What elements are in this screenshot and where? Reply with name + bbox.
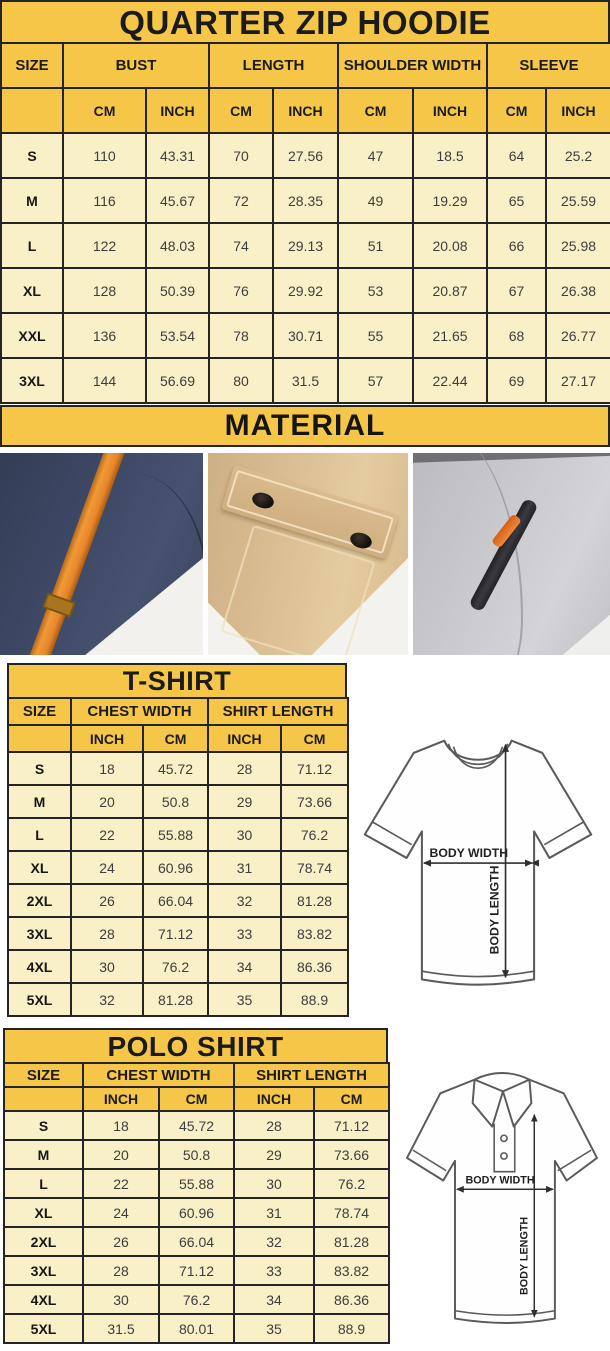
- body-length-label: BODY LENGTH: [487, 865, 502, 955]
- measurement-value-cell: 136: [63, 313, 146, 358]
- measurement-value-cell: 43.31: [146, 133, 209, 178]
- measurement-value-cell: 45.72: [159, 1111, 234, 1140]
- measurement-value-cell: 55: [338, 313, 413, 358]
- size-row-XL: [4, 1198, 389, 1227]
- measurement-value-cell: 48.03: [146, 223, 209, 268]
- measurement-value-cell: 70: [209, 133, 273, 178]
- measurement-value-cell: 45.67: [146, 178, 209, 223]
- measure-group-header: SHIRT LENGTH: [234, 1063, 389, 1087]
- measurement-value-cell: 28: [234, 1111, 314, 1140]
- size-label-cell: 5XL: [4, 1314, 83, 1343]
- measurement-value-cell: 30: [71, 950, 143, 983]
- size-row-XL: [8, 851, 348, 884]
- size-label-cell: S: [4, 1111, 83, 1140]
- measurement-value-cell: 30: [234, 1169, 314, 1198]
- measurement-value-cell: 34: [208, 950, 281, 983]
- measurement-value-cell: 29: [208, 785, 281, 818]
- measurement-value-cell: 88.9: [281, 983, 348, 1016]
- measurement-value-cell: 71.12: [314, 1111, 389, 1140]
- size-label-cell: 4XL: [8, 950, 71, 983]
- size-column-header: SIZE: [8, 698, 71, 725]
- size-row-L: [8, 818, 348, 851]
- tshirt-measurement-diagram: [350, 708, 606, 1014]
- polo-size-table: [3, 1062, 390, 1344]
- measurement-value-cell: 116: [63, 178, 146, 223]
- measurement-value-cell: 78: [209, 313, 273, 358]
- measurement-value-cell: 76: [209, 268, 273, 313]
- measurement-value-cell: 30: [208, 818, 281, 851]
- measurement-value-cell: 110: [63, 133, 146, 178]
- measurement-value-cell: 81.28: [143, 983, 208, 1016]
- unit-header: INCH: [273, 88, 338, 133]
- measurement-value-cell: 47: [338, 133, 413, 178]
- unit-header: INCH: [71, 725, 143, 752]
- unit-header: INCH: [234, 1087, 314, 1111]
- measurement-value-cell: 28.35: [273, 178, 338, 223]
- size-label-cell: 2XL: [8, 884, 71, 917]
- measurement-value-cell: 53: [338, 268, 413, 313]
- measurement-value-cell: 76.2: [281, 818, 348, 851]
- measurement-value-cell: 28: [208, 752, 281, 785]
- size-label-cell: M: [1, 178, 63, 223]
- measure-group-header: SHOULDER WIDTH: [338, 43, 487, 88]
- polo-measurement-diagram: [397, 1062, 607, 1346]
- measurement-value-cell: 20.08: [413, 223, 487, 268]
- measurement-value-cell: 22: [71, 818, 143, 851]
- measurement-value-cell: 80.01: [159, 1314, 234, 1343]
- measure-group-header: SHIRT LENGTH: [208, 698, 348, 725]
- measurement-value-cell: 86.36: [281, 950, 348, 983]
- measurement-value-cell: 50.8: [143, 785, 208, 818]
- measurement-value-cell: 122: [63, 223, 146, 268]
- measurement-value-cell: 66.04: [159, 1227, 234, 1256]
- measurement-value-cell: 26.77: [546, 313, 610, 358]
- measurement-value-cell: 128: [63, 268, 146, 313]
- size-row-M: [8, 785, 348, 818]
- measurement-value-cell: 55.88: [143, 818, 208, 851]
- column-group-header-row: [8, 698, 348, 725]
- size-label-cell: S: [1, 133, 63, 178]
- measurement-value-cell: 57: [338, 358, 413, 403]
- size-row-4XL: [8, 950, 348, 983]
- measurement-value-cell: 26.38: [546, 268, 610, 313]
- unit-header-row: [1, 88, 610, 133]
- measurement-value-cell: 67: [487, 268, 546, 313]
- measurement-value-cell: 68: [487, 313, 546, 358]
- size-row-5XL: [4, 1314, 389, 1343]
- size-label-cell: XXL: [1, 313, 63, 358]
- size-label-cell: 5XL: [8, 983, 71, 1016]
- measurement-value-cell: 26: [71, 884, 143, 917]
- body-width-label: BODY WIDTH: [429, 845, 509, 860]
- measurement-value-cell: 31.5: [273, 358, 338, 403]
- size-label-cell: 2XL: [4, 1227, 83, 1256]
- measure-group-header: CHEST WIDTH: [71, 698, 208, 725]
- measurement-value-cell: 144: [63, 358, 146, 403]
- measurement-value-cell: 24: [83, 1198, 159, 1227]
- unit-header: CM: [209, 88, 273, 133]
- measure-group-header: SLEEVE: [487, 43, 610, 88]
- measurement-value-cell: 81.28: [314, 1227, 389, 1256]
- unit-header: INCH: [146, 88, 209, 133]
- measurement-value-cell: 18: [71, 752, 143, 785]
- unit-header: CM: [281, 725, 348, 752]
- measurement-value-cell: 33: [208, 917, 281, 950]
- measurement-value-cell: 49: [338, 178, 413, 223]
- measurement-value-cell: 30: [83, 1285, 159, 1314]
- measurement-value-cell: 34: [234, 1285, 314, 1314]
- measurement-value-cell: 60.96: [143, 851, 208, 884]
- measurement-value-cell: 45.72: [143, 752, 208, 785]
- size-row-S: [8, 752, 348, 785]
- polo-size-chart: [3, 1028, 388, 1344]
- body-width-label: BODY WIDTH: [465, 1174, 535, 1187]
- unit-header: INCH: [83, 1087, 159, 1111]
- measurement-value-cell: 78.74: [314, 1198, 389, 1227]
- size-row-L: [1, 223, 610, 268]
- measurement-value-cell: 27.17: [546, 358, 610, 403]
- measure-group-header: BUST: [63, 43, 209, 88]
- hoodie-size-chart: [0, 0, 610, 404]
- tshirt-size-chart: [7, 663, 347, 1017]
- size-row-3XL: [4, 1256, 389, 1285]
- khaki-snap-flap-pocket-photo: [208, 453, 408, 655]
- size-row-2XL: [4, 1227, 389, 1256]
- measurement-value-cell: 73.66: [281, 785, 348, 818]
- measurement-value-cell: 22.44: [413, 358, 487, 403]
- column-group-header-row: [4, 1063, 389, 1087]
- size-row-M: [1, 178, 610, 223]
- measurement-value-cell: 69: [487, 358, 546, 403]
- unit-header: CM: [63, 88, 146, 133]
- unit-header: CM: [143, 725, 208, 752]
- measure-group-header: CHEST WIDTH: [83, 1063, 234, 1087]
- measurement-value-cell: 35: [234, 1314, 314, 1343]
- size-row-4XL: [4, 1285, 389, 1314]
- material-photo-strip: [0, 453, 610, 655]
- unit-header: INCH: [413, 88, 487, 133]
- size-label-cell: 4XL: [4, 1285, 83, 1314]
- measurement-value-cell: 32: [71, 983, 143, 1016]
- measurement-value-cell: 72: [209, 178, 273, 223]
- measurement-value-cell: 35: [208, 983, 281, 1016]
- tshirt-table-title: T-SHIRT: [7, 663, 347, 699]
- measurement-value-cell: 22: [83, 1169, 159, 1198]
- tshirt-size-table: [7, 697, 349, 1017]
- size-row-2XL: [8, 884, 348, 917]
- measurement-value-cell: 24: [71, 851, 143, 884]
- measurement-value-cell: 66.04: [143, 884, 208, 917]
- unit-header: INCH: [208, 725, 281, 752]
- empty-header-cell: [4, 1087, 83, 1111]
- measurement-value-cell: 28: [83, 1256, 159, 1285]
- size-label-cell: XL: [4, 1198, 83, 1227]
- measurement-value-cell: 29.13: [273, 223, 338, 268]
- unit-header: CM: [487, 88, 546, 133]
- measurement-value-cell: 18.5: [413, 133, 487, 178]
- measurement-value-cell: 71.12: [143, 917, 208, 950]
- measurement-value-cell: 29.92: [273, 268, 338, 313]
- hoodie-size-table: [0, 42, 610, 404]
- measurement-value-cell: 83.82: [314, 1256, 389, 1285]
- measurement-value-cell: 81.28: [281, 884, 348, 917]
- unit-header: CM: [159, 1087, 234, 1111]
- size-row-XL: [1, 268, 610, 313]
- measurement-value-cell: 32: [208, 884, 281, 917]
- size-label-cell: 3XL: [8, 917, 71, 950]
- measurement-value-cell: 32: [234, 1227, 314, 1256]
- measurement-value-cell: 20.87: [413, 268, 487, 313]
- measurement-value-cell: 30.71: [273, 313, 338, 358]
- gray-fleece-zip-pocket-photo: [413, 453, 610, 655]
- measure-group-header: LENGTH: [209, 43, 338, 88]
- measurement-value-cell: 19.29: [413, 178, 487, 223]
- measurement-value-cell: 60.96: [159, 1198, 234, 1227]
- polo-table-title: POLO SHIRT: [3, 1028, 388, 1064]
- navy-fleece-orange-drawstring-photo: [0, 453, 203, 655]
- measurement-value-cell: 88.9: [314, 1314, 389, 1343]
- hoodie-table-title: QUARTER ZIP HOODIE: [0, 0, 610, 44]
- size-label-cell: XL: [1, 268, 63, 313]
- measurement-value-cell: 74: [209, 223, 273, 268]
- size-row-3XL: [8, 917, 348, 950]
- size-row-S: [4, 1111, 389, 1140]
- measurement-value-cell: 31: [234, 1198, 314, 1227]
- unit-header: CM: [314, 1087, 389, 1111]
- measurement-value-cell: 78.74: [281, 851, 348, 884]
- unit-header-row: [8, 725, 348, 752]
- measurement-value-cell: 27.56: [273, 133, 338, 178]
- measurement-value-cell: 18: [83, 1111, 159, 1140]
- measurement-value-cell: 53.54: [146, 313, 209, 358]
- size-row-L: [4, 1169, 389, 1198]
- unit-header: CM: [338, 88, 413, 133]
- measurement-value-cell: 50.39: [146, 268, 209, 313]
- size-label-cell: 3XL: [1, 358, 63, 403]
- size-label-cell: 3XL: [4, 1256, 83, 1285]
- body-length-label: BODY LENGTH: [518, 1216, 531, 1295]
- measurement-value-cell: 56.69: [146, 358, 209, 403]
- measurement-value-cell: 86.36: [314, 1285, 389, 1314]
- size-row-XXL: [1, 313, 610, 358]
- size-label-cell: XL: [8, 851, 71, 884]
- column-group-header-row: [1, 43, 610, 88]
- measurement-value-cell: 21.65: [413, 313, 487, 358]
- measurement-value-cell: 31: [208, 851, 281, 884]
- measurement-value-cell: 71.12: [159, 1256, 234, 1285]
- measurement-value-cell: 76.2: [143, 950, 208, 983]
- measurement-value-cell: 20: [83, 1140, 159, 1169]
- measurement-value-cell: 83.82: [281, 917, 348, 950]
- size-label-cell: S: [8, 752, 71, 785]
- size-label-cell: M: [4, 1140, 83, 1169]
- unit-header-row: [4, 1087, 389, 1111]
- empty-header-cell: [8, 725, 71, 752]
- size-label-cell: L: [1, 223, 63, 268]
- empty-header-cell: [1, 88, 63, 133]
- measurement-value-cell: 51: [338, 223, 413, 268]
- measurement-value-cell: 33: [234, 1256, 314, 1285]
- measurement-value-cell: 76.2: [159, 1285, 234, 1314]
- measurement-value-cell: 64: [487, 133, 546, 178]
- measurement-value-cell: 25.59: [546, 178, 610, 223]
- measurement-value-cell: 28: [71, 917, 143, 950]
- measurement-value-cell: 31.5: [83, 1314, 159, 1343]
- size-row-M: [4, 1140, 389, 1169]
- measurement-value-cell: 25.2: [546, 133, 610, 178]
- measurement-value-cell: 20: [71, 785, 143, 818]
- measurement-value-cell: 71.12: [281, 752, 348, 785]
- size-label-cell: L: [4, 1169, 83, 1198]
- unit-header: INCH: [546, 88, 610, 133]
- material-banner: MATERIAL: [0, 405, 610, 447]
- measurement-value-cell: 66: [487, 223, 546, 268]
- size-column-header: SIZE: [4, 1063, 83, 1087]
- size-column-header: SIZE: [1, 43, 63, 88]
- measurement-value-cell: 76.2: [314, 1169, 389, 1198]
- measurement-value-cell: 25.98: [546, 223, 610, 268]
- polo-outline-drawing: [407, 1073, 597, 1323]
- measurement-value-cell: 55.88: [159, 1169, 234, 1198]
- size-label-cell: L: [8, 818, 71, 851]
- measurement-value-cell: 26: [83, 1227, 159, 1256]
- measurement-value-cell: 65: [487, 178, 546, 223]
- size-row-S: [1, 133, 610, 178]
- measurement-value-cell: 80: [209, 358, 273, 403]
- size-row-5XL: [8, 983, 348, 1016]
- size-label-cell: M: [8, 785, 71, 818]
- measurement-value-cell: 73.66: [314, 1140, 389, 1169]
- measurement-value-cell: 29: [234, 1140, 314, 1169]
- measurement-value-cell: 50.8: [159, 1140, 234, 1169]
- size-row-3XL: [1, 358, 610, 403]
